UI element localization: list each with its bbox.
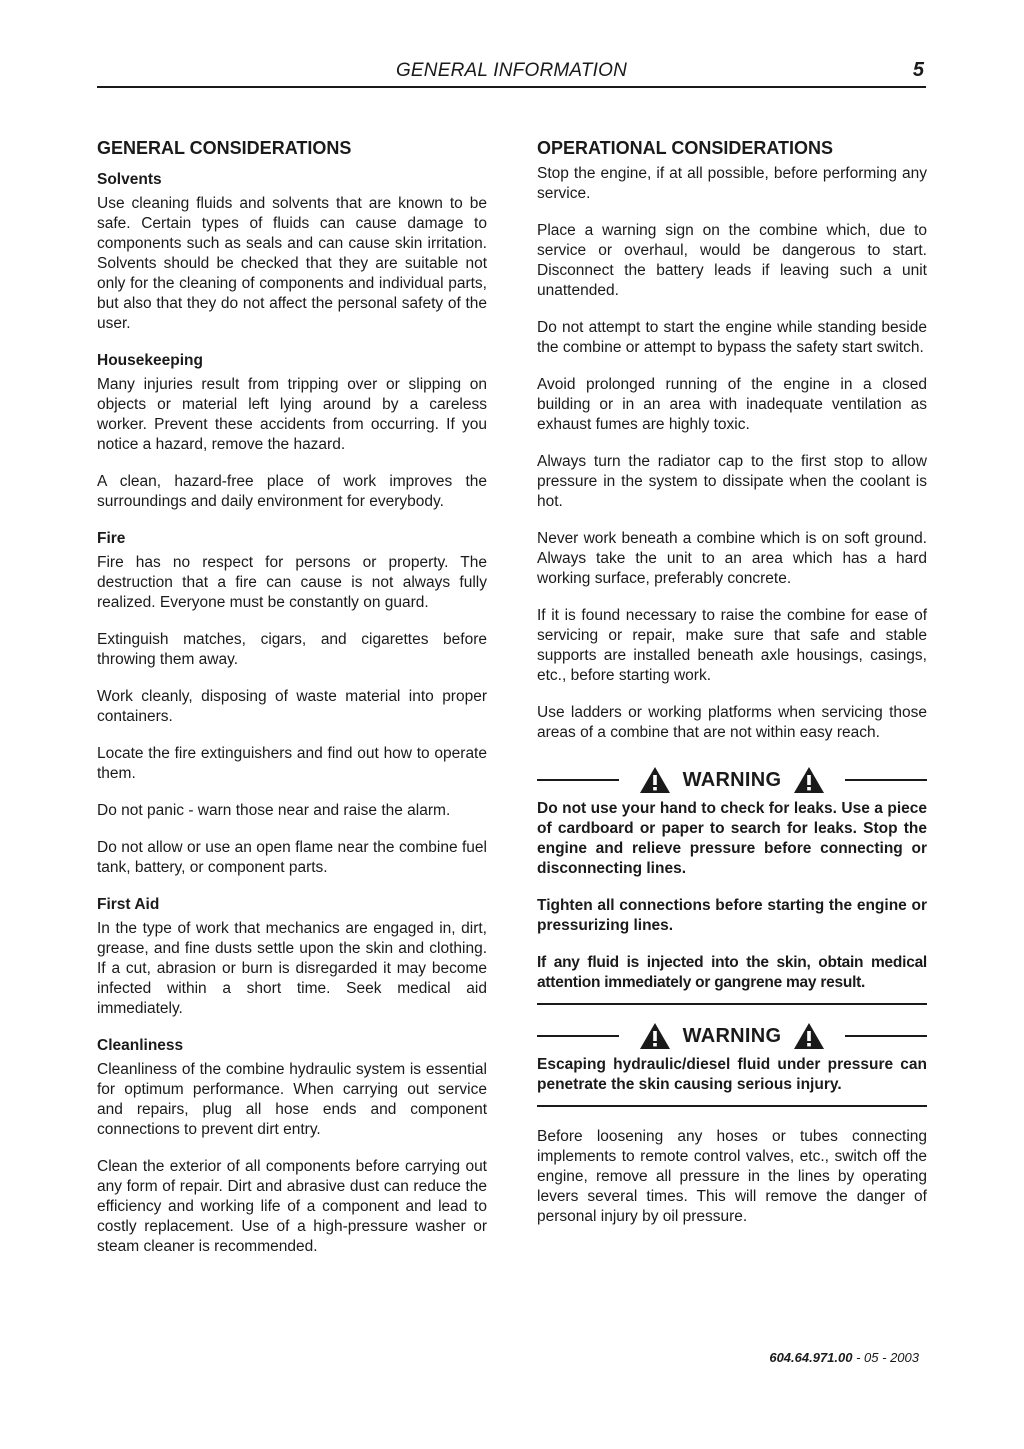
operational-paragraph: Do not attempt to start the engine while standing beside the combine or attempt to bypass the safety start switch. bbox=[537, 319, 927, 356]
operational-considerations-heading: OPERATIONAL CONSIDERATIONS bbox=[537, 138, 834, 158]
warning-text: If any fluid is injected into the skin, obtain medical attention immediately or gangrene may result. bbox=[537, 954, 927, 991]
warning-text: Tighten all connections before starting the engine or pressurizing lines. bbox=[537, 897, 927, 934]
fire-paragraph: Fire has no respect for persons or property. The destruction that a fire can cause is not always fully realized. Everyone must be constantly on guard. bbox=[97, 554, 487, 611]
footer-month: 05 bbox=[864, 1350, 879, 1365]
footer-doc-reference bbox=[769, 1350, 919, 1365]
first-aid-section bbox=[97, 895, 487, 1019]
warning-triangle-icon bbox=[793, 1022, 825, 1050]
first-aid-title: First Aid bbox=[97, 896, 160, 913]
operational-paragraph: Use ladders or working platforms when servicing those areas of a combine that are not within easy reach. bbox=[537, 704, 927, 741]
warning-body bbox=[537, 1055, 927, 1107]
footer-separator: - bbox=[878, 1350, 891, 1365]
warning-title: WARNING bbox=[682, 1024, 782, 1047]
fire-section bbox=[97, 529, 487, 878]
housekeeping-paragraph: Many injuries result from tripping over or slipping on objects or material left lying around by a careless worker. Prevent these accidents from occurring. If you notice a hazard, remove the hazard. bbox=[97, 376, 487, 453]
warning-triangle-icon bbox=[639, 766, 671, 794]
left-column bbox=[97, 136, 487, 1274]
footer-year: 2003 bbox=[890, 1350, 919, 1365]
cleanliness-title: Cleanliness bbox=[97, 1037, 184, 1054]
warning-body bbox=[537, 799, 927, 1005]
warning-rule bbox=[845, 1035, 927, 1037]
operational-paragraph: Before loosening any hoses or tubes connecting implements to remote control valves, etc., switch off the engine, remove all pressure in the lines by operating levers several times. This will remove the danger of personal injury by oil pressure. bbox=[537, 1128, 927, 1225]
housekeeping-title: Housekeeping bbox=[97, 352, 203, 369]
warning-rule bbox=[537, 779, 619, 781]
operational-paragraph: Never work beneath a combine which is on soft ground. Always take the unit to an area which has a hard working surface, preferably concrete. bbox=[537, 530, 927, 587]
housekeeping-section bbox=[97, 351, 487, 512]
cleanliness-section bbox=[97, 1036, 487, 1257]
warning-rule bbox=[845, 779, 927, 781]
footer-doc-number: 604.64.971.00 bbox=[769, 1350, 853, 1365]
page-number: 5 bbox=[912, 59, 924, 81]
warning-title: WARNING bbox=[682, 768, 782, 791]
warning-triangle-icon bbox=[793, 766, 825, 794]
fire-paragraph: Locate the fire extinguishers and find out how to operate them. bbox=[97, 745, 487, 782]
fire-paragraph: Work cleanly, disposing of waste material into proper containers. bbox=[97, 688, 487, 725]
right-column bbox=[537, 136, 927, 1227]
footer-separator: - bbox=[852, 1350, 865, 1365]
first-aid-paragraph: In the type of work that mechanics are engaged in, dirt, grease, and fine dusts settle upon the skin and clothing. If a cut, abrasion or burn is disregarded it may become infected within a short time. Seek medical aid immediately. bbox=[97, 920, 487, 1017]
warning-text: Do not use your hand to check for leaks. Use a piece of cardboard or paper to search for leaks. Stop the engine and relieve pressure before connecting or disconnecting lines. bbox=[537, 800, 927, 877]
cleanliness-paragraph: Cleanliness of the combine hydraulic system is essential for optimum performance. When carrying out service and repairs, plug all hose ends and component connections to prevent dirt entry. bbox=[97, 1061, 487, 1138]
solvents-title: Solvents bbox=[97, 171, 162, 188]
warning-header bbox=[537, 1021, 927, 1051]
warning-header bbox=[537, 765, 927, 795]
operational-paragraph: If it is found necessary to raise the combine for ease of servicing or repair, make sure that safe and stable supports are installed beneath axle housings, casings, etc., before starting work. bbox=[537, 607, 927, 684]
solvents-section bbox=[97, 170, 487, 334]
general-considerations-heading: GENERAL CONSIDERATIONS bbox=[97, 138, 352, 158]
fire-paragraph: Extinguish matches, cigars, and cigarettes before throwing them away. bbox=[97, 631, 487, 668]
warning-triangle-icon bbox=[639, 1022, 671, 1050]
operational-paragraph: Place a warning sign on the combine which, due to service or overhaul, would be dangerous to start. Disconnect the battery leads if leaving such a unit unattended. bbox=[537, 222, 927, 299]
fire-paragraph: Do not panic - warn those near and raise the alarm. bbox=[97, 802, 451, 819]
warning-rule bbox=[537, 1035, 619, 1037]
page-header bbox=[97, 58, 926, 88]
header-title: GENERAL INFORMATION bbox=[395, 60, 628, 81]
operational-paragraph: Stop the engine, if at all possible, before performing any service. bbox=[537, 165, 927, 202]
warning-box bbox=[537, 765, 927, 1005]
operational-paragraph: Avoid prolonged running of the engine in a closed building or in an area with inadequate ventilation as exhaust fumes are highly toxic. bbox=[537, 376, 927, 433]
cleanliness-paragraph: Clean the exterior of all components before carrying out any form of repair. Dirt and abrasive dust can reduce the efficiency and working life of a component and lead to costly replacement. Use of a high-pressure washer or steam cleaner is recommended. bbox=[97, 1158, 487, 1255]
housekeeping-paragraph: A clean, hazard-free place of work improves the surroundings and daily environment for everybody. bbox=[97, 473, 487, 510]
fire-title: Fire bbox=[97, 530, 126, 547]
solvents-paragraph: Use cleaning fluids and solvents that are known to be safe. Certain types of fluids can cause damage to components such as seals and can cause skin irritation. Solvents should be checked that they are suitable not only for the cleaning of components and individual parts, but also that they do not affect the personal safety of the user. bbox=[97, 195, 487, 332]
fire-paragraph: Do not allow or use an open flame near the combine fuel tank, battery, or component parts. bbox=[97, 839, 487, 876]
operational-paragraph: Always turn the radiator cap to the first stop to allow pressure in the system to dissipate when the coolant is hot. bbox=[537, 453, 927, 510]
warning-box bbox=[537, 1021, 927, 1107]
warning-text: Escaping hydraulic/diesel fluid under pressure can penetrate the skin causing serious injury. bbox=[537, 1056, 927, 1093]
